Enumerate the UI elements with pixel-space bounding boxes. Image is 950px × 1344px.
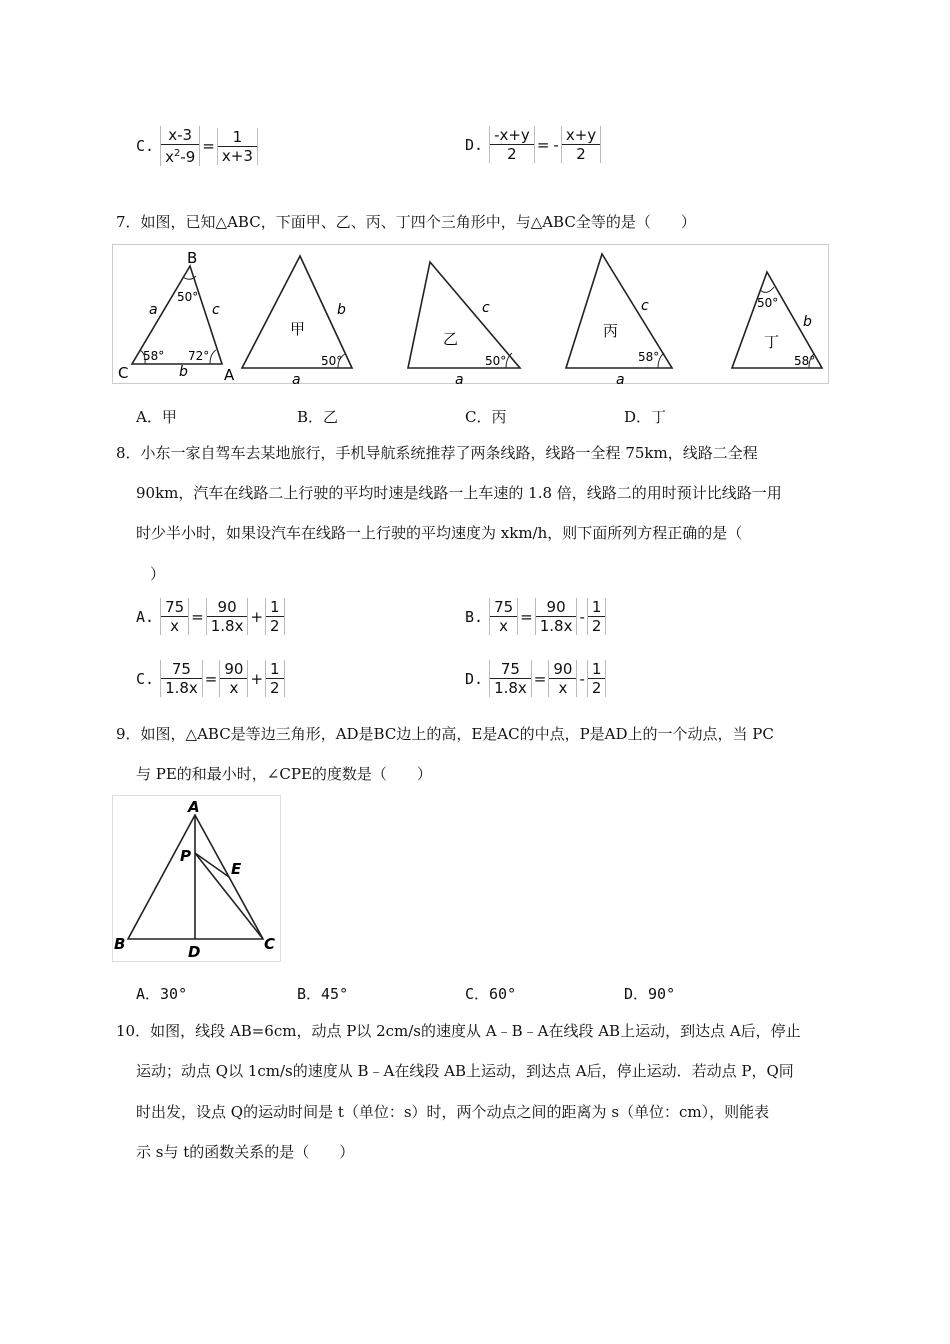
point-label-p: P [180, 847, 191, 865]
q10-line-1: 10．如图，线段 AB=6cm，动点 P以 2cm/s的速度从 A﹣B﹣A在线段 AB上运动，到达点 A后，停止 [116, 1022, 801, 1040]
denominator: 1.8x [539, 617, 573, 635]
numerator: 75 [490, 598, 517, 617]
fraction [160, 598, 189, 635]
fraction [489, 126, 535, 163]
option-label: C. [136, 669, 155, 688]
base-label: a [616, 372, 625, 386]
triangle-name-jia: 甲 [290, 320, 306, 338]
q9-option-c: C．60° [465, 985, 517, 1003]
q7-option-c: C．丙 [465, 408, 507, 426]
denominator: 2 [591, 617, 602, 635]
q9-line-2: 与 PE的和最小时，∠CPE的度数是（ ） [136, 765, 432, 783]
base-label: a [455, 372, 464, 386]
option-label: D. [465, 669, 484, 688]
numerator: 90 [207, 598, 248, 617]
q9-figure [112, 795, 282, 963]
q10-line-3: 时出发，设点 Q的运动时间是 t（单位：s）时，两个动点之间的距离为 s（单位：cm），则能表 [136, 1103, 770, 1121]
denominator: x+3 [221, 146, 253, 165]
point-label-e: E [231, 860, 242, 878]
vertex-label-b: B [114, 935, 126, 953]
side-label-a: a [149, 302, 158, 318]
numerator: 1 [218, 128, 257, 147]
q8-option-b [465, 598, 606, 635]
angle-label-c: 58° [143, 349, 165, 363]
angle-label: 58° [638, 350, 660, 364]
q10-line-4: 示 s与 t的函数关系的是（ ） [136, 1143, 355, 1161]
denominator: 2 [591, 679, 602, 697]
equals-sign: = [536, 135, 550, 154]
q8-option-a [136, 598, 285, 635]
denominator: 2 [507, 145, 517, 163]
q8-line-1: 8．小东一家自驾车去某地旅行，手机导航系统推荐了两条线路，线路一全程 75km，线路二全程 [116, 444, 758, 462]
operator: - [579, 669, 585, 688]
q10-line-2: 运动；动点 Q以 1cm/s的速度从 B﹣A在线段 AB上运动，到达点 A后，停止运动．若动点 P，Q同 [136, 1062, 794, 1080]
fraction [160, 660, 203, 697]
den-base: x [165, 148, 174, 166]
option-label: A. [136, 607, 155, 626]
equals-sign: = [202, 137, 215, 155]
fraction [587, 598, 607, 635]
angle-label-bottom: 58° [794, 354, 816, 368]
vertex-label-c: C [118, 364, 129, 382]
fraction [587, 660, 607, 697]
q7-stem: 7．如图，已知△ABC，下面甲、乙、丙、丁四个三角形中，与△ABC全等的是（ ） [116, 213, 696, 231]
numerator: 90 [220, 660, 247, 679]
figure-border [113, 245, 829, 384]
triangle-bing [566, 254, 672, 386]
numerator: 75 [161, 598, 188, 617]
numerator: x-3 [161, 126, 199, 145]
denominator: 1.8x [210, 617, 244, 635]
segment-pc [195, 853, 263, 939]
side-label-b: b [179, 364, 188, 380]
numerator: 90 [536, 598, 577, 617]
vertex-label-a: A [188, 798, 200, 816]
numerator: 1 [266, 660, 284, 679]
side-label: c [482, 300, 490, 316]
numerator: -x+y [490, 126, 534, 145]
fraction [217, 128, 258, 165]
denominator: 2 [270, 679, 280, 697]
equals-sign: = [533, 669, 547, 688]
q8-option-d [465, 660, 606, 697]
exponent: 2 [173, 148, 181, 159]
numerator: 1 [266, 598, 284, 617]
q7-figure [112, 244, 830, 386]
triangle-ding [732, 272, 822, 368]
triangle-jia [242, 256, 352, 386]
angle-label: 50° [321, 354, 343, 368]
triangle-abc [118, 249, 235, 384]
fraction [265, 660, 285, 697]
option-label: C. [136, 137, 155, 155]
option-label: B. [465, 607, 484, 626]
fraction [548, 660, 577, 697]
side-label-c: c [212, 302, 220, 318]
equals-sign: = [520, 607, 533, 626]
fraction [489, 660, 532, 697]
q8-option-c [136, 660, 285, 697]
minus-sign: - [553, 135, 559, 154]
denominator: x [499, 617, 509, 635]
denominator: 2 [270, 617, 280, 635]
numerator: 1 [588, 660, 606, 679]
operator: - [579, 607, 585, 626]
q8-line-3: 时少半小时，如果设汽车在线路一上行驶的平均速度为 xkm/h，则下面所列方程正确的是（ [136, 524, 743, 542]
q8-line-4: ） [150, 565, 166, 583]
denominator: x [229, 679, 239, 697]
vertex-label-c: C [264, 935, 276, 953]
q9-option-d: D．90° [624, 985, 676, 1003]
q7-option-d: D．丁 [624, 408, 667, 426]
numerator: 1 [588, 598, 606, 617]
q6-option-c [136, 126, 258, 166]
numerator: x+y [562, 126, 600, 145]
fraction [160, 126, 200, 166]
fraction [265, 598, 285, 635]
option-label: D. [465, 135, 484, 154]
fraction [489, 598, 518, 635]
base-label: a [292, 372, 301, 386]
figure-border [113, 796, 281, 962]
equals-sign: = [191, 607, 204, 626]
angle-label: 50° [485, 354, 507, 368]
equals-sign: = [204, 669, 218, 688]
side-label: c [641, 298, 649, 314]
fraction [219, 660, 248, 697]
angle-label-b: 50° [177, 290, 199, 304]
den-rest: -9 [180, 148, 196, 166]
q9-option-a: A．30° [136, 985, 188, 1003]
q9-option-b: B．45° [297, 985, 349, 1003]
denominator: x [558, 679, 568, 697]
triangle-name-ding: 丁 [764, 333, 780, 351]
vertex-label-b: B [187, 249, 198, 267]
denominator: x [170, 617, 180, 635]
q8-line-2: 90km，汽车在线路二上行驶的平均时速是线路一上车速的 1.8 倍，线路二的用时预计比线路一用 [136, 484, 782, 502]
triangle-name-bing: 丙 [603, 322, 619, 340]
denominator: 1.8x [494, 679, 527, 697]
denominator [161, 145, 199, 166]
point-label-d: D [188, 943, 201, 961]
q7-option-a: A．甲 [136, 408, 177, 426]
denominator: 2 [576, 145, 586, 163]
operator: + [250, 607, 264, 626]
angle-label-a: 72° [188, 349, 210, 363]
side-label: b [803, 314, 812, 330]
q9-line-1: 9．如图，△ABC是等边三角形，AD是BC边上的高，E是AC的中点，P是AD上的一个动点，当 PC [116, 725, 774, 743]
vertex-label-a: A [224, 366, 235, 384]
fraction [535, 598, 578, 635]
fraction [206, 598, 249, 635]
angle-label-top: 50° [757, 296, 779, 310]
fraction [561, 126, 601, 163]
q7-option-b: B．乙 [297, 408, 339, 426]
denominator: 1.8x [165, 679, 198, 697]
triangle-name-yi: 乙 [443, 330, 459, 348]
numerator: 90 [549, 660, 576, 679]
triangle-yi [408, 262, 520, 386]
q6-option-d [465, 126, 601, 163]
numerator: 75 [161, 660, 202, 679]
side-label: b [337, 302, 346, 318]
operator: + [250, 669, 264, 688]
numerator: 75 [490, 660, 531, 679]
